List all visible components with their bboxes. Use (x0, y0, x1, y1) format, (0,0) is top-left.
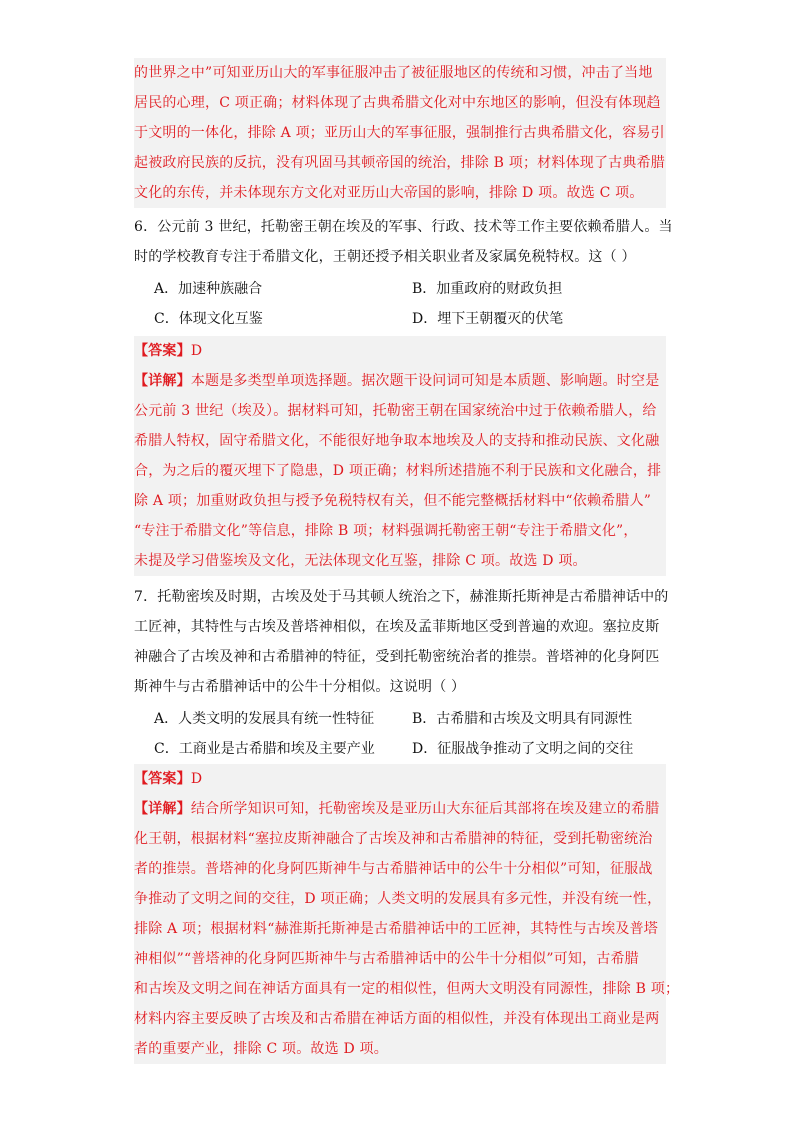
options-row (134, 704, 666, 734)
stem-line: 工匠神，其特性与古埃及普塔神相似，在埃及孟菲斯地区受到普遍的欢迎。塞拉皮斯 (134, 619, 660, 635)
stem-line: 7．托勒密埃及时期，古埃及处于马其顿人统治之下，赫淮斯托斯神是古希腊神话中的 (134, 589, 669, 605)
detail-text: 本题是多类型单项选择题。据次题干设问词可知是本质题、影响题。时空是 (190, 373, 660, 389)
prev-detail-block (134, 58, 666, 208)
detail-line: 者的推崇。普塔神的化身阿匹斯神牛与古希腊神话中的公牛十分相似”可知，征服战 (134, 861, 653, 877)
detail-line: 起被政府民族的反抗，没有巩固马其顿帝国的统治，排除 B 项；材料体现了古典希腊 (134, 155, 665, 171)
answer-tag: 【答案】 (134, 771, 191, 787)
stem-line: 时的学校教育专注于希腊文化，王朝还授予相关职业者及家属免税特权。这（ ） (134, 249, 636, 265)
question-7-answer-block (134, 764, 680, 1064)
stem-line: 6．公元前 3 世纪，托勒密王朝在埃及的军事、行政、技术等工作主要依赖希腊人。当 (134, 219, 673, 235)
detail-line: 化王朝，根据材料“塞拉皮斯神融合了古埃及神和古希腊神的特征，受到托勒密统治 (134, 831, 653, 847)
detail-line: 争推动了文明之间的交往，D 项正确；人类文明的发展具有多元性，并没有统一性， (134, 891, 662, 907)
options-row (134, 304, 666, 334)
detail-line: 材料内容主要反映了古埃及和古希腊在神话方面的相似性，并没有体现出工商业是两 (134, 1011, 660, 1027)
detail-line: 合，为之后的覆灭埋下了隐患，D 项正确；材料所述措施不利于民族和文化融合，排 (134, 463, 662, 479)
answer-value: D (190, 771, 203, 787)
detail-line: 者的重要产业，排除 C 项。故选 D 项。 (134, 1041, 388, 1057)
detail-line: 文化的东传，并未体现东方文化对亚历山大帝国的影响，排除 D 项。故选 C 项。 (134, 185, 644, 201)
detail-line: 和古埃及文明之间在神话方面具有一定的相似性，但两大文明没有同源性，排除 B 项； (134, 981, 680, 997)
question-6-stem (134, 212, 673, 272)
options-row (134, 734, 666, 764)
stem-line: 神融合了古埃及神和古希腊神的特征，受到托勒密统治者的推崇。普塔神的化身阿匹 (134, 649, 660, 665)
detail-tag: 【详解】 (134, 373, 191, 389)
options-row (134, 274, 666, 304)
option-b: B．加重政府的财政负担 (412, 281, 563, 297)
answer-tag: 【答案】 (134, 343, 191, 359)
detail-line: 公元前 3 世纪（埃及）。据材料可知，托勒密王朝在国家统治中过于依赖希腊人，给 (134, 403, 657, 419)
detail-line: 于文明的一体化，排除 A 项；亚历山大的军事征服，强制推行古典希腊文化，容易引 (134, 125, 665, 141)
detail-line: 除 A 项；加重财政负担与授予免税特权有关，但不能完整概括材料中“依赖希腊人” (134, 493, 652, 509)
option-b: B．古希腊和古埃及文明具有同源性 (412, 711, 633, 727)
answer-line (134, 336, 666, 366)
question-7-options (134, 704, 666, 764)
detail-line: 的世界之中”可知亚历山大的军事征服冲击了被征服地区的传统和习惯，冲击了当地 (134, 65, 653, 81)
option-c: C．体现文化互鉴 (154, 311, 263, 327)
stem-line: 斯神牛与古希腊神话中的公牛十分相似。这说明（ ） (134, 679, 466, 695)
detail-tag: 【详解】 (134, 801, 191, 817)
detail-line: 神相似”“普塔神的化身阿匹斯神牛与古希腊神话中的公牛十分相似”可知，古希腊 (134, 951, 639, 967)
detail-text: 结合所学知识可知，托勒密埃及是亚历山大东征后其部将在埃及建立的希腊 (190, 801, 660, 817)
detail-line: 希腊人特权，固守希腊文化，不能很好地争取本地埃及人的支持和推动民族、文化融 (134, 433, 660, 449)
question-7-stem (134, 582, 669, 702)
option-a: A．人类文明的发展具有统一性特征 (154, 711, 375, 727)
answer-line (134, 764, 666, 794)
detail-line: “专注于希腊文化”等信息，排除 B 项；材料强调托勒密王朝“专注于希腊文化”， (134, 523, 638, 539)
detail-line (134, 366, 666, 396)
question-6-options (134, 274, 666, 334)
detail-line: 排除 A 项；根据材料“赫淮斯托斯神是古希腊神话中的工匠神，其特性与古埃及普塔 (134, 921, 658, 937)
option-d: D．征服战争推动了文明之间的交往 (412, 741, 634, 757)
detail-line (134, 794, 666, 824)
question-6-answer-block (134, 336, 666, 576)
answer-value: D (190, 343, 203, 359)
option-c: C．工商业是古希腊和埃及主要产业 (154, 741, 375, 757)
detail-line: 居民的心理，C 项正确；材料体现了古典希腊文化对中东地区的影响，但没有体现趋 (134, 95, 661, 111)
option-d: D．埋下王朝覆灭的伏笔 (412, 311, 564, 327)
option-a: A．加速种族融合 (154, 281, 263, 297)
detail-line: 未提及学习借鉴埃及文化，无法体现文化互鉴，排除 C 项。故选 D 项。 (134, 553, 587, 569)
